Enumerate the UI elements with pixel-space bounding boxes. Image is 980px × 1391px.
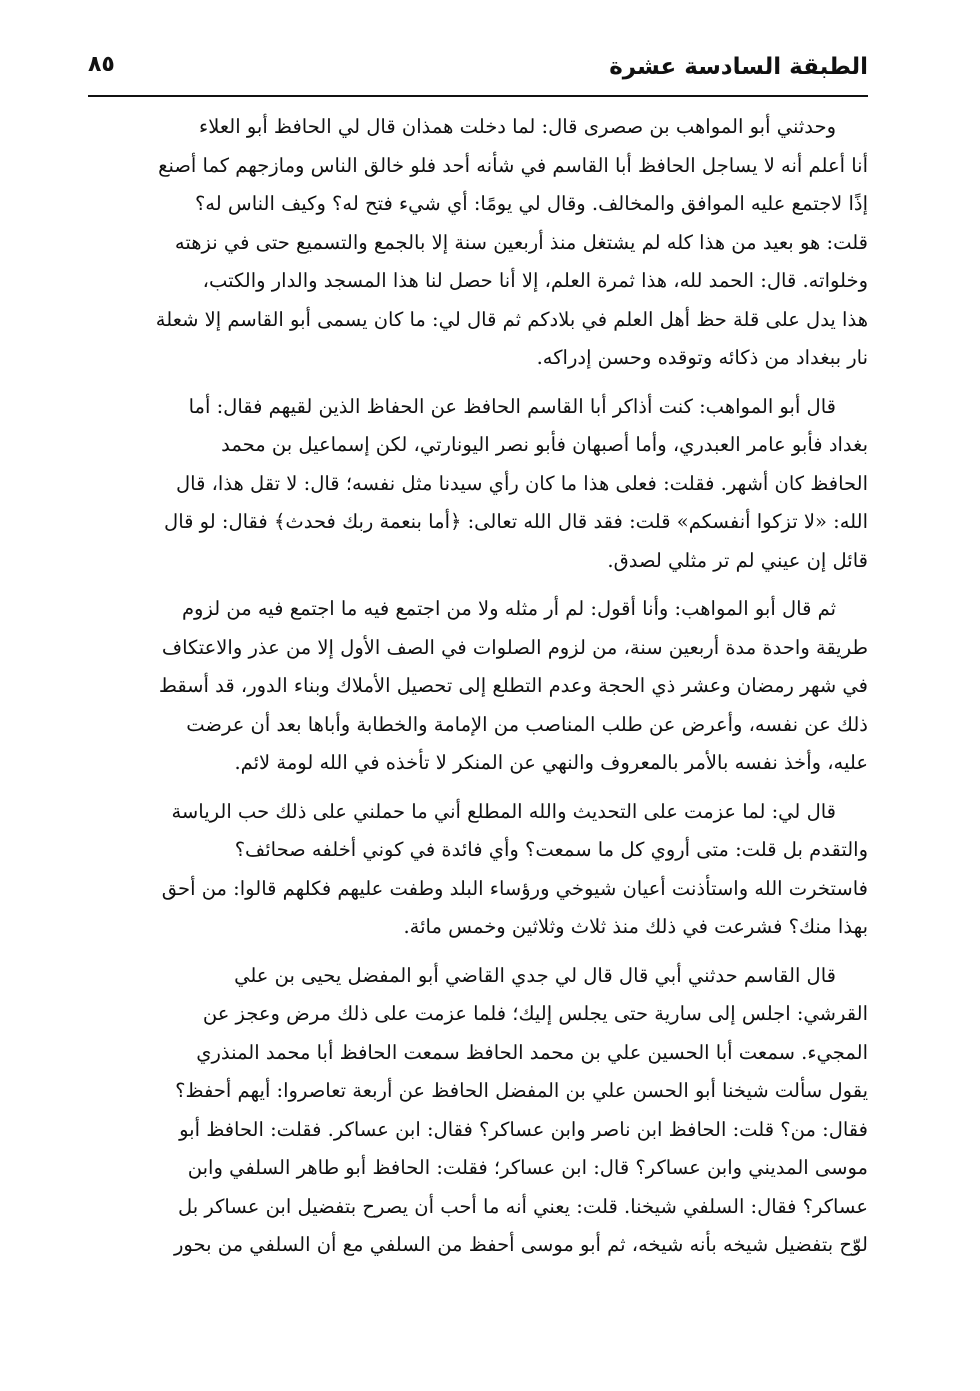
page-header [88,50,868,90]
page-number: ٨٥ [88,52,115,77]
body-text [88,108,868,1275]
paragraph-2: قال أبو المواهب: كنت أذاكر أبا القاسم الحافظ عن الحفاظ الذين لقيهم فقال: أما بغداد فأبو عامر العبدري، وأما أصبهان فأبو نصر اليونارتي، لكن إسماعيل بن محمد الحافظ كان أشهر. فقلت: فعلى هذا ما كان رأي سيدنا مثل نفسه؛ قال: لا تقل هذا، قال الله: «لا تزكوا أنفسكم» قلت: فقد قال الله تعالى: ﴿أما بنعمة ربك فحدث﴾ فقال: لو قال قائل إن عيني لم تر مثلي لصدق. [164,394,868,572]
paragraph-1: وحدثني أبو المواهب بن صصرى قال: لما دخلت همذان قال لي الحافظ أبو العلاء أنا أعلم أنه لا يساجل الحافظ أبا القاسم في شأنه أحد فلو خالق الناس ومازجهم كما أصنع إذًا لاجتمع عليه الموافق والمخالف. وقال لي يومًا: أي شيء فتح له؟ وكيف الناس له؟ قلت: هو بعيد من هذا كله لم يشتغل منذ أربعين سنة إلا بالجمع والتسميع حتى في نزهته وخلواته. قال: الحمد لله، هذا ثمرة العلم، إلا أنا حصل لنا هذا المسجد والدار والكتب، هذا يدل على قلة حظ أهل العلم في بلادكم ثم قال لي: ما كان يسمى أبو القاسم إلا شعلة نار ببغداد من ذكائه وتوقده وحسن إدراكه. [155,115,868,369]
paragraph-5: قال القاسم حدثني أبي قال قال لي جدي القاضي أبو المفضل يحيى بن علي القرشي: اجلس إلى سارية حتى يجلس إليك؛ فلما عزمت على ذلك مرض وعجز عن المجيء. سمعت أبا الحسين علي بن محمد الحافظ سمعت الحافظ أبا محمد المنذري يقول سألت شيخنا أبو الحسن علي بن المفضل الحافظ عن أربعة تعاصروا: أيهم أحفظ؟ فقال: من؟ قلت: الحافظ ابن ناصر وابن عساكر؟ فقال: ابن عساكر. فقلت: الحافظ أبو موسى المديني وابن عساكر؟ قال: ابن عساكر؛ فقلت: الحافظ أبو طاهر السلفي وابن عساكر؟ فقال: السلفي شيخنا. قلت: يعني أنه ما أحب أن يصرح بتفضيل ابن عساكر بل لوّح بتفضيل شيخه بأنه شيخه، ثم أبو موسى أحفظ من السلفي مع أن السلفي من بحور [174,963,868,1256]
paragraph-4: قال لي: لما عزمت على التحديث والله المطلع أني ما حملني على ذلك حب الرياسة والتقدم بل قلت: متى أروي كل ما سمعت؟ وأي فائدة في كوني أخلفه صحائف؟ فاستخرت الله واستأذنت أعيان شيوخي ورؤساء البلد وطفت عليهم فكلهم قالوا: من أحق بهذا منك؟ فشرعت في ذلك منذ ثلاث وثلاثين وخمس مائة. [161,799,868,938]
paragraph-3: ثم قال أبو المواهب: وأنا أقول: لم أر مثله ولا من اجتمع فيه ما اجتمع فيه من لزوم طريقة واحدة مدة أربعين سنة، من لزوم الصلوات في الصف الأول إلا من عذر والاعتكاف في شهر رمضان وعشر ذي الحجة وعدم التطلع إلى تحصيل الأملاك وبناء الدور، قد أسقط ذلك عن نفسه، وأعرض عن طلب المناصب من الإمامة والخطابة وأباها بعد أن عرضت عليه، وأخذ نفسه بالأمر بالمعروف والنهي عن المنكر لا تأخذه في الله لومة لائم. [158,597,868,774]
header-rule [88,95,868,97]
running-title: الطبقة السادسة عشرة [609,54,868,80]
